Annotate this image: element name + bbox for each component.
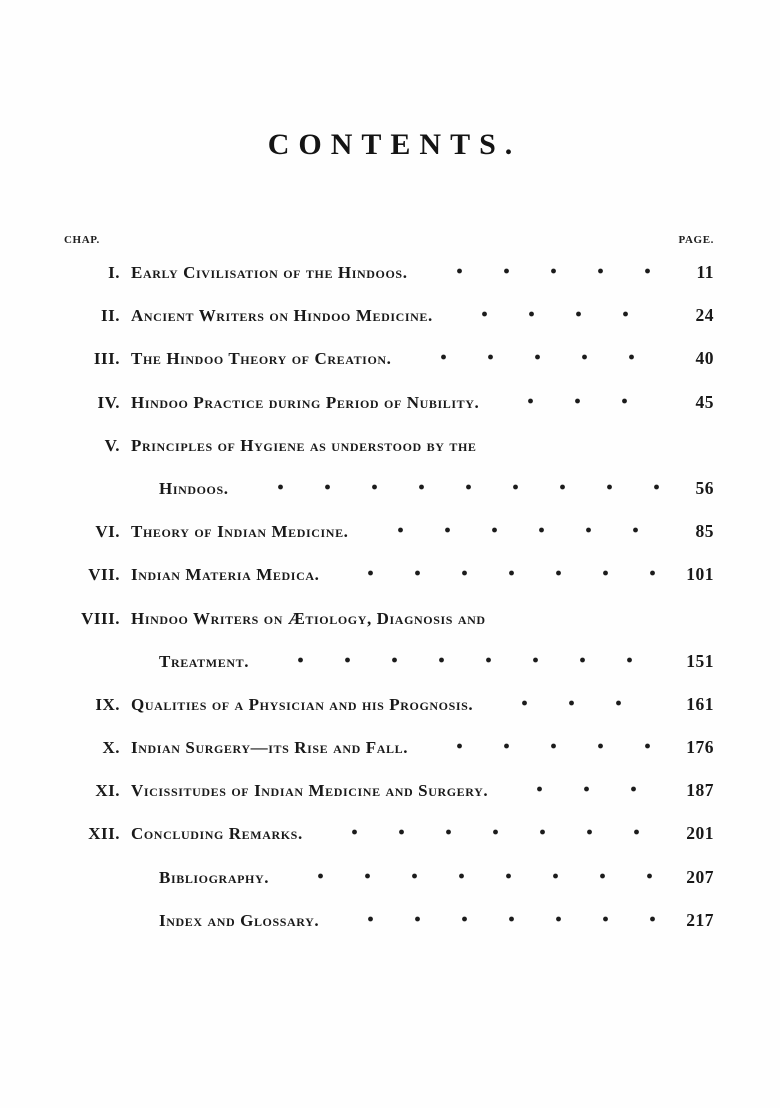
page-number: 187 (686, 780, 714, 801)
toc-row (64, 424, 714, 467)
chapter-title: Principles of Hygiene as understood by the (131, 435, 477, 455)
page-number: 101 (686, 564, 714, 585)
chapter-title: Hindoo Writers on Ætiology, Diagnosis and (131, 608, 486, 628)
chapter-numeral: I. (108, 263, 120, 282)
chapter-numeral: V. (104, 435, 120, 455)
chapter-numeral: III. (93, 349, 120, 369)
chapter-numeral: VIII. (81, 608, 120, 628)
page-number: 161 (686, 693, 714, 714)
chapter-numeral: II. (101, 306, 120, 326)
toc-row (64, 726, 714, 769)
page-number: 217 (686, 909, 714, 930)
page-number: 207 (686, 866, 714, 887)
dot-leader (361, 525, 662, 537)
chapter-title-continued: Hindoos. (159, 478, 229, 498)
dot-leader (281, 871, 662, 883)
page-number: 45 (695, 391, 714, 412)
chapter-title: The Hindoo Theory of Creation. (131, 349, 392, 369)
toc-row-continuation (64, 640, 714, 683)
toc-row (64, 899, 714, 942)
chapter-numeral: XII. (88, 824, 120, 844)
toc-row (64, 683, 714, 726)
dot-leader (331, 914, 662, 926)
chapter-title: Ancient Writers on Hindoo Medicine. (131, 306, 433, 326)
page-number: 176 (686, 737, 714, 758)
dot-leader (491, 396, 662, 408)
chapter-numeral: VII. (88, 565, 120, 585)
toc-row (64, 812, 714, 855)
toc-row-continuation (64, 467, 714, 510)
toc-row (64, 856, 714, 899)
dot-leader (315, 827, 662, 839)
toc-row (64, 769, 714, 812)
dot-leader (404, 352, 663, 364)
dot-leader (445, 309, 662, 321)
chapter-title: Vicissitudes of Indian Medicine and Surgery. (131, 781, 489, 801)
toc-row (64, 337, 714, 380)
dot-leader (241, 482, 662, 494)
chapter-numeral: X. (102, 738, 120, 758)
chapter-title: Concluding Remarks. (131, 824, 303, 844)
dot-leader (420, 266, 662, 278)
toc-row (64, 381, 714, 424)
chapter-title: Index and Glossary. (159, 910, 320, 930)
chapter-title: Bibliography. (159, 867, 270, 887)
dot-leader (485, 698, 662, 710)
chapter-title-continued: Treatment. (159, 651, 250, 671)
chapter-numeral: XI. (95, 781, 120, 801)
page-number: 24 (695, 305, 714, 326)
dot-leader (420, 741, 662, 753)
page-number: 11 (696, 262, 714, 282)
toc-row (64, 553, 714, 596)
toc-row (64, 597, 714, 640)
dot-leader (500, 784, 662, 796)
chapter-numeral: IV. (97, 392, 120, 412)
page-number: 151 (686, 650, 714, 671)
toc-column-headers (64, 234, 714, 246)
table-of-contents (64, 234, 714, 942)
page-number: 40 (695, 348, 714, 369)
page-column-header: PAGE. (678, 234, 714, 246)
chapter-column-header: CHAP. (64, 234, 100, 246)
toc-row (64, 510, 714, 553)
toc-row (64, 251, 714, 294)
chapter-title: Theory of Indian Medicine. (131, 522, 349, 542)
dot-leader (331, 568, 662, 580)
page-number: 201 (686, 823, 714, 844)
chapter-title: Early Civilisation of the Hindoos. (131, 263, 408, 282)
page-title: CONTENTS. (267, 128, 522, 161)
page-number: 85 (695, 521, 714, 542)
chapter-numeral: VI. (95, 522, 120, 542)
chapter-title: Indian Surgery—its Rise and Fall. (131, 738, 409, 758)
chapter-numeral: IX. (95, 694, 120, 714)
page-number: 56 (695, 477, 714, 498)
dot-leader (261, 655, 662, 667)
chapter-title: Indian Materia Medica. (131, 565, 320, 585)
chapter-title: Hindoo Practice during Period of Nubility. (131, 392, 480, 412)
chapter-title: Qualities of a Physician and his Prognosis. (131, 694, 474, 714)
toc-row (64, 294, 714, 337)
